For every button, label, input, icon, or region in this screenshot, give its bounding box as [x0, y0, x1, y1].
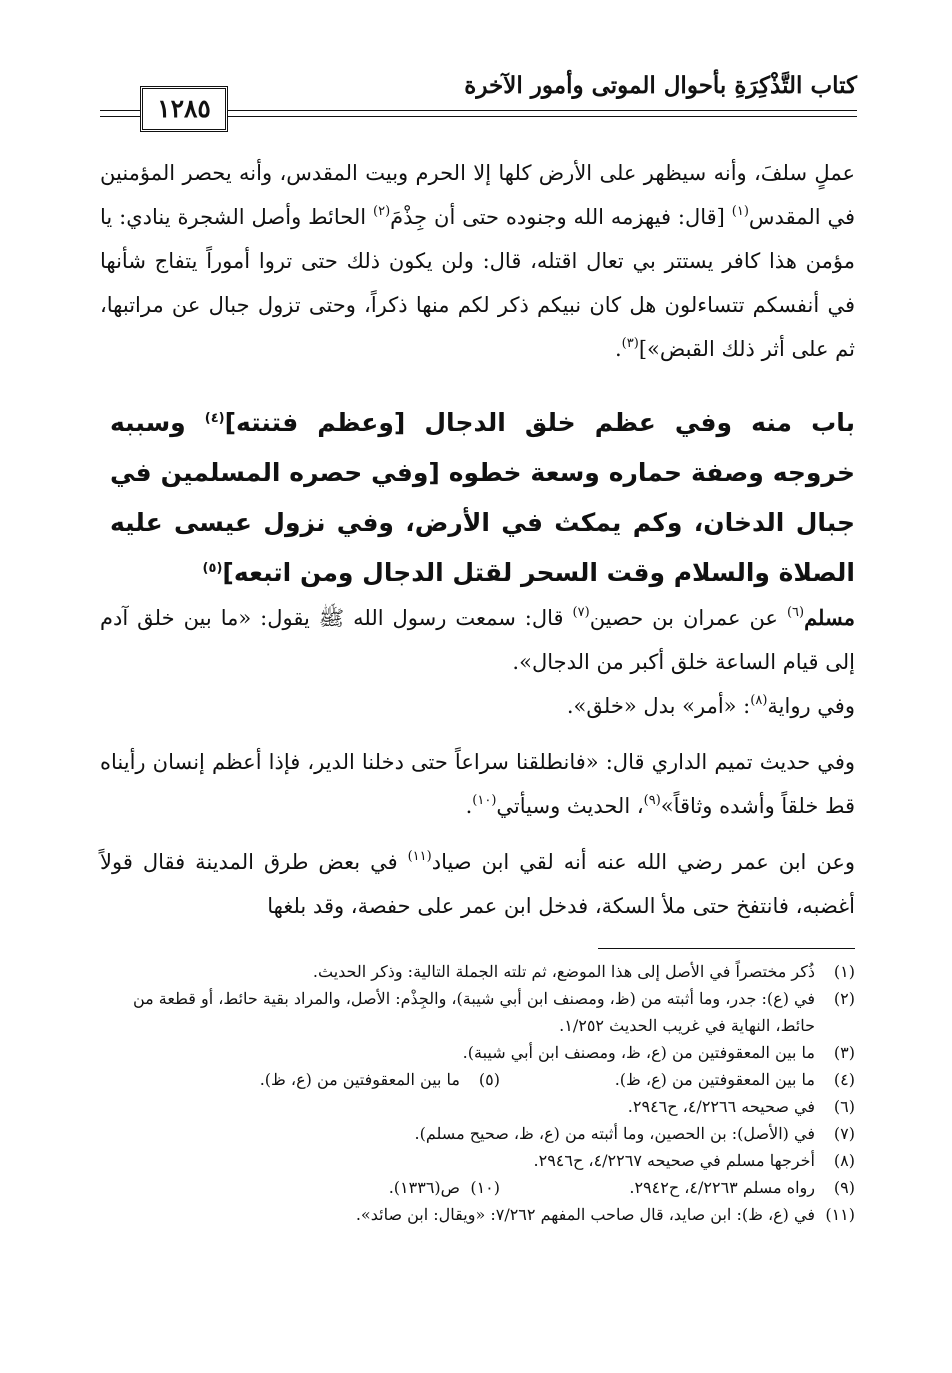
footnote-number: (٧) — [833, 1124, 855, 1143]
footnote-text: رواه مسلم ٤/٢٢٦٣، ح٢٩٤٢. — [629, 1178, 815, 1197]
footnote-separator — [598, 948, 855, 949]
footnote-text: في صحيحه ٤/٢٢٦٦، ح٢٩٤٦. — [627, 1097, 815, 1116]
footnote-text: ما بين المعقوفتين من (ع، ظ). — [259, 1070, 460, 1089]
footnote-text: ما بين المعقوفتين من (ع، ظ، ومصنف ابن أبي شيبة). — [462, 1043, 815, 1062]
footnote-ref-3[interactable]: (٣) — [621, 336, 639, 351]
footnote-number: (٩) — [833, 1178, 855, 1197]
hadith-text: في بعض طرق المدينة فقال قولاً أغضبه، فانتفخ حتى ملأ السكة، فدخل ابن عمر على حفصة، وقد بلغها — [100, 850, 855, 918]
footnote-text: ذُكر مختصراً في الأصل إلى هذا الموضع، ثم تلته الجملة التالية: وذكر الحديث. — [312, 962, 815, 981]
footnote-number: (٤) — [833, 1070, 855, 1089]
hadith-paragraph — [100, 684, 855, 728]
footnote-number: (٨) — [833, 1151, 855, 1170]
footnote-text: أخرجها مسلم في صحيحه ٤/٢٢٦٧، ح٢٩٤٦. — [533, 1151, 815, 1170]
hadith-text: وفي حديث تميم الداري قال: «فانطلقنا سراعاً حتى دخلنا الدير، فإذا أعظم إنسان رأيناه قط خلقاً وأشده وثاقاً» — [100, 750, 855, 818]
footnote-ref-5[interactable]: (٥) — [202, 561, 223, 576]
footnote-number: (٦) — [833, 1097, 855, 1116]
passage-text: عملٍ سلفَ، وأنه سيظهر على الأرض كلها إلا الحرم وبيت المقدس، وأنه يحصر المؤمنين في المقدس — [100, 161, 856, 229]
footnote-ref-7[interactable]: (٧) — [572, 605, 590, 620]
footnote-number: (٢) — [833, 989, 855, 1008]
footnote-row — [100, 1174, 855, 1201]
passage-text: الحائط وأصل الشجرة ينادي: يا مؤمن هذا كافر يستتر بي تعال اقتله، قال: ولن يكون ذلك حتى تروا أموراً يتفاج شأنها في أنفسكم تتساءلون هل كان نبيكم ذكر لكم منها ذكراً، وحتى تزول جبال عن مراتبها، ثم على أثر ذلك القبض»] — [100, 205, 855, 361]
passage-text: . — [614, 337, 622, 361]
footnote-number: (١) — [833, 962, 855, 981]
footnote-ref-11[interactable]: (١١) — [407, 849, 432, 864]
hadith-paragraph — [100, 740, 855, 828]
page-number: ١٢٨٥ — [140, 86, 228, 132]
hadith-text: عن عمران بن حصين — [589, 606, 787, 630]
footnote-ref-6[interactable]: (٦) — [786, 605, 805, 620]
continued-passage — [100, 151, 855, 371]
footnote-text: في (الأصل): بن الحصين، وما أثبته من (ع، ظ، صحيح مسلم). — [414, 1124, 815, 1143]
footnote-ref-8[interactable]: (٨) — [750, 693, 768, 708]
source-name: مسلم — [804, 605, 855, 630]
footnote-text: ص(١٣٣٦). — [388, 1178, 460, 1197]
footnote-number: (١٠) — [470, 1178, 500, 1197]
footnote-item — [100, 1066, 500, 1093]
hadith-paragraph — [100, 596, 855, 684]
hadith-text: وفي رواية — [767, 694, 855, 718]
hadith-text: وعن ابن عمر رضي الله عنه أنه لقي ابن صياد — [431, 850, 855, 874]
footnote-text: ما بين المعقوفتين من (ع، ظ). — [614, 1070, 815, 1089]
hadith-text: . — [465, 794, 473, 818]
footnote-number: (٣) — [833, 1043, 855, 1062]
footnote-ref-2[interactable]: (٢) — [373, 204, 391, 219]
footnote-item — [100, 985, 855, 1039]
hadith-section — [100, 596, 855, 928]
footnote-item — [100, 1147, 855, 1174]
footnote-text: في (ع): جدر، وما أثبته من (ظ، ومصنف ابن أبي شيبة)، والجِذْم: الأصل، والمراد بقية حائط، أو قطعة من حائط، النهاية في غريب الحديث ١/٢٥٢. — [132, 989, 815, 1035]
footnote-number: (١١) — [825, 1205, 855, 1224]
footnote-ref-4[interactable]: (٤) — [204, 411, 225, 426]
hadith-text: : «أمر» بدل «خلق». — [566, 694, 751, 718]
footnote-item — [100, 1201, 855, 1228]
footnote-text: في (ع، ظ): ابن صايد، قال صاحب المفهم ٧/٢٦٢: «ويقال: ابن صائد». — [355, 1205, 815, 1224]
footnote-ref-1[interactable]: (١) — [731, 204, 749, 219]
footnote-item — [100, 1039, 855, 1066]
footnote-ref-10[interactable]: (١٠) — [472, 793, 497, 808]
chapter-title: وسببه خروجه وصفة حماره وسعة خطوه [وفي حصره المسلمين في جبال الدخان، وكم يمكث في الأرض، وفي نزول عيسى عليه الصلاة والسلام وقت السحر لقتل الدجال ومن اتبعه] — [110, 408, 855, 587]
footnote-ref-9[interactable]: (٩) — [643, 793, 661, 808]
hadith-paragraph — [100, 840, 855, 928]
footnote-item — [500, 1174, 855, 1201]
running-title: كتاب التَّذْكِرَةِ بأحوال الموتى وأمور الآخرة — [464, 72, 857, 99]
footnote-item — [100, 1093, 855, 1120]
footnote-number: (٥) — [478, 1070, 500, 1089]
footnote-row — [100, 1066, 855, 1093]
chapter-heading — [110, 398, 855, 598]
footnotes — [100, 958, 855, 1228]
footnote-item — [100, 1174, 500, 1201]
page-header — [100, 66, 857, 124]
hadith-text: قال: سمعت رسول الله ﷺ يقول: «ما بين خلق آدم إلى قيام الساعة خلق أكبر من الدجال». — [100, 606, 855, 674]
footnote-item — [100, 958, 855, 985]
hadith-text: ، الحديث وسيأتي — [496, 794, 644, 818]
passage-text: [قال: فيهزمه الله وجنوده حتى أن جِذْمَ — [390, 205, 732, 229]
chapter-title: باب منه وفي عظم خلق الدجال [وعظم فتنته] — [224, 408, 855, 437]
footnote-item — [100, 1120, 855, 1147]
footnote-item — [500, 1066, 855, 1093]
